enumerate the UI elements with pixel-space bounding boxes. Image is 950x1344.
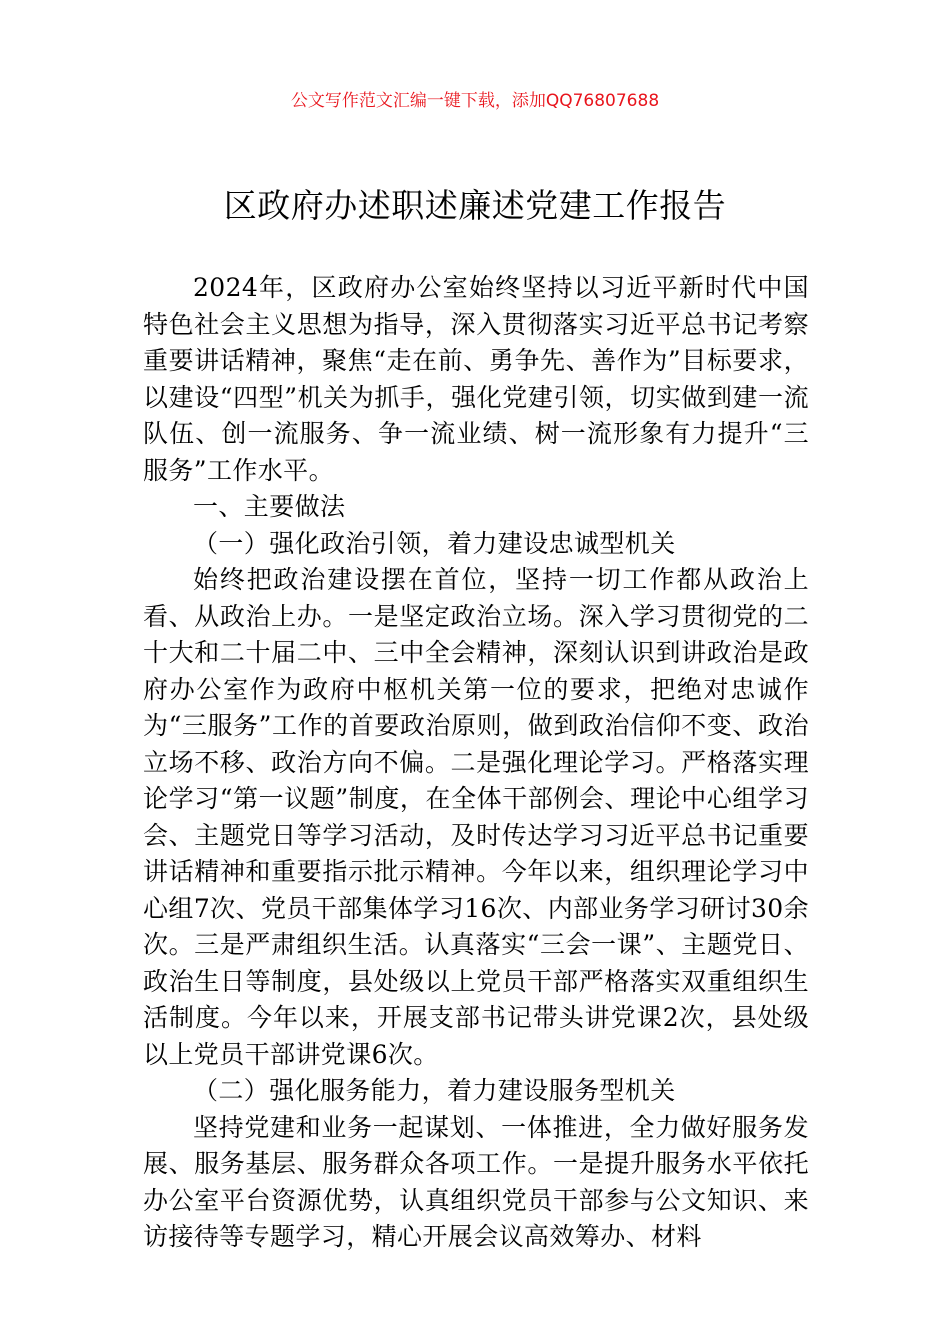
service-paragraph: 坚持党建和业务一起谋划、一体推进，全力做好服务发展、服务基层、服务群众各项工作。一是提升服务水平依托办公室平台资源优势，认真组织党员干部参与公文知识、来访接待等专题学习，精心开展会议高效筹办、材料: [143, 1112, 809, 1251]
subsection-heading-service: （二）强化服务能力，着力建设服务型机关: [193, 1076, 676, 1105]
intro-paragraph: 2024年，区政府办公室始终坚持以习近平新时代中国特色社会主义思想为指导，深入贯彻落实习近平总书记考察重要讲话精神，聚焦“走在前、勇争先、善作为”目标要求，以建设“四型”机关为抓手，强化党建引领，切实做到建一流队伍、创一流服务、争一流业绩、树一流形象有力提升“三服务”工作水平。: [143, 273, 809, 485]
document-title: 区政府办述职述廉述党建工作报告: [223, 186, 727, 225]
subsection-heading-political: （一）强化政治引领，着力建设忠诚型机关: [193, 528, 676, 558]
document-body: [143, 270, 809, 1256]
political-paragraph: 始终把政治建设摆在首位，坚持一切工作都从政治上看、从政治上办。一是坚定政治立场。深入学习贯彻党的二十大和二十届二中、三中全会精神，深刻认识到讲政治是政府办公室作为政府中枢机关第一位的要求，把绝对忠诚作为“三服务”工作的首要政治原则，做到政治信仰不变、政治立场不移、政治方向不偏。二是强化理论学习。严格落实理论学习“第一议题”制度，在全体干部例会、理论中心组学习会、主题党日等学习活动，及时传达学习习近平总书记重要讲话精神和重要指示批示精神。今年以来，组织理论学习中心组7次、党员干部集体学习16次、内部业务学习研讨30余次。三是严肃组织生活。认真落实“三会一课”、主题党日、政治生日等制度，县处级以上党员干部严格落实双重组织生活制度。今年以来，开展支部书记带头讲党课2次，县处级以上党员干部讲党课6次。: [143, 565, 809, 1069]
download-promo-note: 公文写作范文汇编一键下载，添加QQ76807688: [290, 91, 660, 111]
section-heading-main-practices: 一、主要做法: [193, 492, 346, 521]
